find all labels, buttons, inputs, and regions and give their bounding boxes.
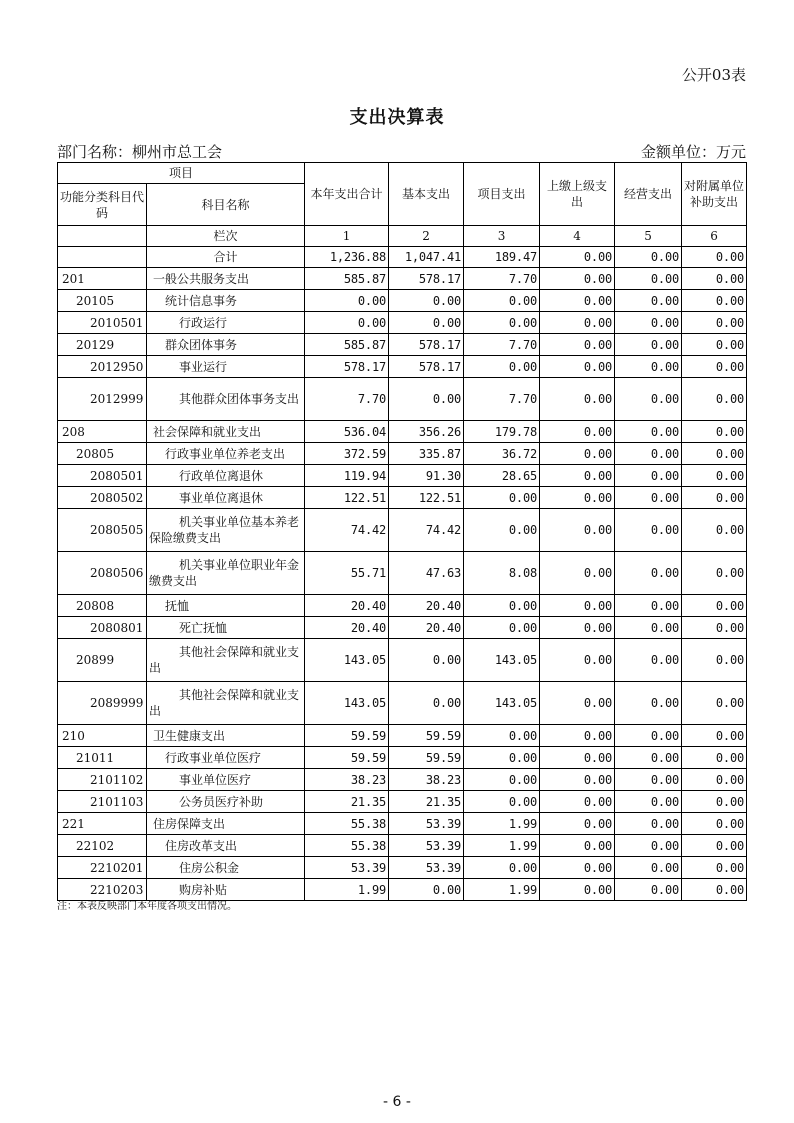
amount-cell: 578.17 xyxy=(389,268,464,290)
amount-cell: 0.00 xyxy=(682,813,747,835)
subject-name: 机关事业单位基本养老保险缴费支出 xyxy=(147,509,305,552)
amount-cell: 91.30 xyxy=(389,465,464,487)
amount-cell: 0.00 xyxy=(682,378,747,421)
amount-cell: 0.00 xyxy=(540,857,615,879)
amount-cell: 8.08 xyxy=(464,552,540,595)
subject-code: 2012999 xyxy=(58,378,147,421)
table-row xyxy=(58,769,747,791)
amount-cell: 0.00 xyxy=(615,312,682,334)
subject-code: 2080801 xyxy=(58,617,147,639)
total-value: 0.00 xyxy=(682,247,747,268)
amount-cell: 0.00 xyxy=(540,791,615,813)
header-project: 项目 xyxy=(58,163,305,184)
subject-code: 2210203 xyxy=(58,879,147,901)
amount-cell: 0.00 xyxy=(615,595,682,617)
subject-code: 201 xyxy=(58,268,147,290)
total-value: 1,236.88 xyxy=(305,247,389,268)
amount-cell: 143.05 xyxy=(464,639,540,682)
amount-cell: 0.00 xyxy=(682,465,747,487)
amount-cell: 0.00 xyxy=(682,725,747,747)
subject-code: 20129 xyxy=(58,334,147,356)
table-row xyxy=(58,791,747,813)
amount-cell: 0.00 xyxy=(615,835,682,857)
amount-cell: 585.87 xyxy=(305,268,389,290)
amount-cell: 53.39 xyxy=(389,857,464,879)
form-number: 公开03表 xyxy=(681,66,746,84)
amount-cell: 0.00 xyxy=(682,791,747,813)
subject-name: 公务员医疗补助 xyxy=(147,791,305,813)
amount-cell: 0.00 xyxy=(682,487,747,509)
amount-cell: 0.00 xyxy=(682,421,747,443)
amount-cell: 0.00 xyxy=(682,639,747,682)
subject-code: 2012950 xyxy=(58,356,147,378)
amount-cell: 0.00 xyxy=(464,487,540,509)
table-row xyxy=(58,639,747,682)
subject-name: 其他社会保障和就业支出 xyxy=(147,682,305,725)
amount-cell: 0.00 xyxy=(682,617,747,639)
table-row xyxy=(58,595,747,617)
amount-cell: 0.00 xyxy=(464,509,540,552)
amount-cell: 0.00 xyxy=(540,465,615,487)
amount-cell: 28.65 xyxy=(464,465,540,487)
amount-cell: 0.00 xyxy=(540,725,615,747)
amount-cell: 0.00 xyxy=(615,813,682,835)
amount-cell: 0.00 xyxy=(615,857,682,879)
amount-cell: 59.59 xyxy=(305,725,389,747)
amount-cell: 0.00 xyxy=(305,312,389,334)
total-row xyxy=(58,247,747,268)
amount-cell: 122.51 xyxy=(305,487,389,509)
amount-cell: 0.00 xyxy=(615,617,682,639)
amount-cell: 0.00 xyxy=(540,356,615,378)
amount-cell: 0.00 xyxy=(540,639,615,682)
subject-name: 社会保障和就业支出 xyxy=(147,421,305,443)
total-value: 0.00 xyxy=(540,247,615,268)
column-number: 5 xyxy=(615,226,682,247)
subject-code: 20899 xyxy=(58,639,147,682)
amount-cell: 7.70 xyxy=(305,378,389,421)
amount-cell: 0.00 xyxy=(682,268,747,290)
amount-cell: 0.00 xyxy=(464,769,540,791)
amount-cell: 0.00 xyxy=(615,682,682,725)
amount-cell: 7.70 xyxy=(464,378,540,421)
amount-cell: 0.00 xyxy=(464,595,540,617)
amount-cell: 20.40 xyxy=(305,595,389,617)
subject-name: 抚恤 xyxy=(147,595,305,617)
subject-name: 行政事业单位医疗 xyxy=(147,747,305,769)
amount-cell: 0.00 xyxy=(540,617,615,639)
amount-cell: 122.51 xyxy=(389,487,464,509)
table-row xyxy=(58,857,747,879)
amount-cell: 0.00 xyxy=(615,290,682,312)
amount-cell: 0.00 xyxy=(615,334,682,356)
page-number: - 6 - xyxy=(383,1094,411,1110)
amount-cell: 0.00 xyxy=(682,509,747,552)
amount-cell: 0.00 xyxy=(540,421,615,443)
amount-cell: 0.00 xyxy=(615,791,682,813)
amount-cell: 20.40 xyxy=(389,595,464,617)
subject-name: 其他群众团体事务支出 xyxy=(147,378,305,421)
column-number: 1 xyxy=(305,226,389,247)
amount-cell: 59.59 xyxy=(389,725,464,747)
column-label: 栏次 xyxy=(147,226,305,247)
amount-cell: 0.00 xyxy=(615,465,682,487)
table-row xyxy=(58,268,747,290)
amount-cell: 20.40 xyxy=(389,617,464,639)
total-value: 189.47 xyxy=(464,247,540,268)
amount-cell: 0.00 xyxy=(540,312,615,334)
subject-name: 统计信息事务 xyxy=(147,290,305,312)
header-row-1 xyxy=(58,163,747,184)
amount-cell: 55.38 xyxy=(305,835,389,857)
amount-cell: 0.00 xyxy=(615,443,682,465)
amount-cell: 179.78 xyxy=(464,421,540,443)
amount-cell: 0.00 xyxy=(682,334,747,356)
table-row xyxy=(58,421,747,443)
amount-cell: 53.39 xyxy=(389,835,464,857)
subject-name: 事业单位离退休 xyxy=(147,487,305,509)
amount-cell: 0.00 xyxy=(389,312,464,334)
header-project-expense: 项目支出 xyxy=(464,163,540,226)
amount-cell: 0.00 xyxy=(540,552,615,595)
amount-cell: 0.00 xyxy=(615,356,682,378)
amount-cell: 0.00 xyxy=(540,487,615,509)
table-row xyxy=(58,465,747,487)
amount-cell: 0.00 xyxy=(682,857,747,879)
subject-code: 2101103 xyxy=(58,791,147,813)
subject-name: 机关事业单位职业年金缴费支出 xyxy=(147,552,305,595)
amount-cell: 585.87 xyxy=(305,334,389,356)
table-row xyxy=(58,617,747,639)
subject-name: 卫生健康支出 xyxy=(147,725,305,747)
header-basic: 基本支出 xyxy=(389,163,464,226)
subject-code: 210 xyxy=(58,725,147,747)
table-row xyxy=(58,334,747,356)
amount-cell: 0.00 xyxy=(305,290,389,312)
amount-cell: 0.00 xyxy=(682,443,747,465)
amount-cell: 0.00 xyxy=(682,595,747,617)
table-row xyxy=(58,290,747,312)
amount-cell: 578.17 xyxy=(389,356,464,378)
subject-code: 20105 xyxy=(58,290,147,312)
amount-cell: 0.00 xyxy=(389,290,464,312)
amount-cell: 0.00 xyxy=(389,639,464,682)
blank-cell xyxy=(58,247,147,268)
table-row xyxy=(58,356,747,378)
amount-cell: 0.00 xyxy=(682,747,747,769)
table-row xyxy=(58,682,747,725)
amount-cell: 0.00 xyxy=(615,487,682,509)
subject-name: 住房保障支出 xyxy=(147,813,305,835)
amount-cell: 0.00 xyxy=(540,268,615,290)
subject-name: 群众团体事务 xyxy=(147,334,305,356)
amount-cell: 0.00 xyxy=(682,682,747,725)
amount-cell: 0.00 xyxy=(464,312,540,334)
amount-cell: 36.72 xyxy=(464,443,540,465)
total-value: 1,047.41 xyxy=(389,247,464,268)
amount-cell: 0.00 xyxy=(389,879,464,901)
subject-name: 住房公积金 xyxy=(147,857,305,879)
amount-cell: 55.38 xyxy=(305,813,389,835)
amount-cell: 7.70 xyxy=(464,268,540,290)
table-row xyxy=(58,552,747,595)
table-row xyxy=(58,443,747,465)
amount-cell: 1.99 xyxy=(464,879,540,901)
subject-name: 事业单位医疗 xyxy=(147,769,305,791)
amount-cell: 0.00 xyxy=(464,857,540,879)
amount-cell: 59.59 xyxy=(389,747,464,769)
subject-code: 20808 xyxy=(58,595,147,617)
amount-cell: 0.00 xyxy=(615,769,682,791)
amount-cell: 335.87 xyxy=(389,443,464,465)
subject-name: 死亡抚恤 xyxy=(147,617,305,639)
amount-cell: 0.00 xyxy=(615,378,682,421)
table-row xyxy=(58,509,747,552)
amount-cell: 74.42 xyxy=(389,509,464,552)
subject-name: 行政单位离退休 xyxy=(147,465,305,487)
subject-code: 2080505 xyxy=(58,509,147,552)
amount-cell: 0.00 xyxy=(540,334,615,356)
amount-cell: 0.00 xyxy=(540,682,615,725)
amount-cell: 143.05 xyxy=(305,682,389,725)
amount-cell: 21.35 xyxy=(389,791,464,813)
header-upper: 上缴上级支出 xyxy=(540,163,615,226)
amount-cell: 47.63 xyxy=(389,552,464,595)
amount-cell: 0.00 xyxy=(682,356,747,378)
amount-cell: 119.94 xyxy=(305,465,389,487)
column-number: 6 xyxy=(682,226,747,247)
amount-cell: 0.00 xyxy=(540,595,615,617)
amount-cell: 0.00 xyxy=(615,268,682,290)
subject-code: 20805 xyxy=(58,443,147,465)
amount-cell: 0.00 xyxy=(540,769,615,791)
subject-code: 2101102 xyxy=(58,769,147,791)
column-number: 2 xyxy=(389,226,464,247)
subject-code: 2089999 xyxy=(58,682,147,725)
amount-cell: 0.00 xyxy=(540,509,615,552)
amount-cell: 1.99 xyxy=(464,813,540,835)
amount-cell: 0.00 xyxy=(682,879,747,901)
amount-cell: 0.00 xyxy=(540,378,615,421)
amount-cell: 0.00 xyxy=(540,290,615,312)
subject-code: 221 xyxy=(58,813,147,835)
amount-cell: 38.23 xyxy=(305,769,389,791)
table-row xyxy=(58,813,747,835)
amount-cell: 143.05 xyxy=(464,682,540,725)
table-row xyxy=(58,312,747,334)
amount-cell: 0.00 xyxy=(540,443,615,465)
amount-cell: 578.17 xyxy=(389,334,464,356)
amount-cell: 0.00 xyxy=(540,879,615,901)
column-number: 3 xyxy=(464,226,540,247)
amount-cell: 21.35 xyxy=(305,791,389,813)
amount-cell: 356.26 xyxy=(389,421,464,443)
subject-name: 事业运行 xyxy=(147,356,305,378)
subject-code: 2210201 xyxy=(58,857,147,879)
amount-cell: 0.00 xyxy=(389,378,464,421)
amount-cell: 0.00 xyxy=(615,747,682,769)
subject-code: 2080502 xyxy=(58,487,147,509)
header-subsidy: 对附属单位补助支出 xyxy=(682,163,747,226)
subject-code: 21011 xyxy=(58,747,147,769)
subject-name: 其他社会保障和就业支出 xyxy=(147,639,305,682)
amount-cell: 0.00 xyxy=(464,747,540,769)
total-value: 0.00 xyxy=(615,247,682,268)
table-row xyxy=(58,725,747,747)
amount-cell: 55.71 xyxy=(305,552,389,595)
column-number: 4 xyxy=(540,226,615,247)
subject-name: 住房改革支出 xyxy=(147,835,305,857)
expenditure-table xyxy=(57,162,747,901)
subject-name: 一般公共服务支出 xyxy=(147,268,305,290)
header-code: 功能分类科目代码 xyxy=(58,184,147,226)
amount-cell: 0.00 xyxy=(464,290,540,312)
footnote: 注：本表反映部门本年度各项支出情况。 xyxy=(57,901,237,912)
subject-code: 22102 xyxy=(58,835,147,857)
amount-cell: 0.00 xyxy=(464,725,540,747)
subject-code: 208 xyxy=(58,421,147,443)
amount-cell: 0.00 xyxy=(682,769,747,791)
amount-cell: 0.00 xyxy=(615,509,682,552)
amount-cell: 0.00 xyxy=(682,312,747,334)
page-title: 支出决算表 xyxy=(349,107,445,128)
amount-cell: 1.99 xyxy=(305,879,389,901)
subject-code: 2080506 xyxy=(58,552,147,595)
blank-cell xyxy=(58,226,147,247)
amount-cell: 536.04 xyxy=(305,421,389,443)
amount-cell: 1.99 xyxy=(464,835,540,857)
amount-cell: 0.00 xyxy=(615,552,682,595)
amount-cell: 0.00 xyxy=(615,879,682,901)
unit-label: 金额单位：万元 xyxy=(640,143,746,161)
amount-cell: 59.59 xyxy=(305,747,389,769)
amount-cell: 0.00 xyxy=(389,682,464,725)
table-row xyxy=(58,487,747,509)
amount-cell: 0.00 xyxy=(464,356,540,378)
table-row xyxy=(58,378,747,421)
amount-cell: 0.00 xyxy=(540,835,615,857)
subject-name: 行政事业单位养老支出 xyxy=(147,443,305,465)
amount-cell: 143.05 xyxy=(305,639,389,682)
amount-cell: 38.23 xyxy=(389,769,464,791)
header-total: 本年支出合计 xyxy=(305,163,389,226)
amount-cell: 0.00 xyxy=(615,639,682,682)
subject-name: 购房补贴 xyxy=(147,879,305,901)
amount-cell: 372.59 xyxy=(305,443,389,465)
amount-cell: 53.39 xyxy=(305,857,389,879)
amount-cell: 0.00 xyxy=(464,617,540,639)
amount-cell: 0.00 xyxy=(615,725,682,747)
amount-cell: 0.00 xyxy=(540,747,615,769)
amount-cell: 7.70 xyxy=(464,334,540,356)
amount-cell: 0.00 xyxy=(540,813,615,835)
subject-code: 2080501 xyxy=(58,465,147,487)
table-row xyxy=(58,747,747,769)
amount-cell: 0.00 xyxy=(682,552,747,595)
amount-cell: 53.39 xyxy=(389,813,464,835)
amount-cell: 74.42 xyxy=(305,509,389,552)
subject-name: 行政运行 xyxy=(147,312,305,334)
amount-cell: 0.00 xyxy=(682,290,747,312)
header-business: 经营支出 xyxy=(615,163,682,226)
amount-cell: 0.00 xyxy=(682,835,747,857)
amount-cell: 0.00 xyxy=(615,421,682,443)
amount-cell: 578.17 xyxy=(305,356,389,378)
subject-code: 2010501 xyxy=(58,312,147,334)
column-number-row xyxy=(58,226,747,247)
header-name: 科目名称 xyxy=(147,184,305,226)
table-row xyxy=(58,835,747,857)
amount-cell: 20.40 xyxy=(305,617,389,639)
amount-cell: 0.00 xyxy=(464,791,540,813)
department-label: 部门名称：柳州市总工会 xyxy=(57,143,223,161)
total-label: 合计 xyxy=(147,247,305,268)
